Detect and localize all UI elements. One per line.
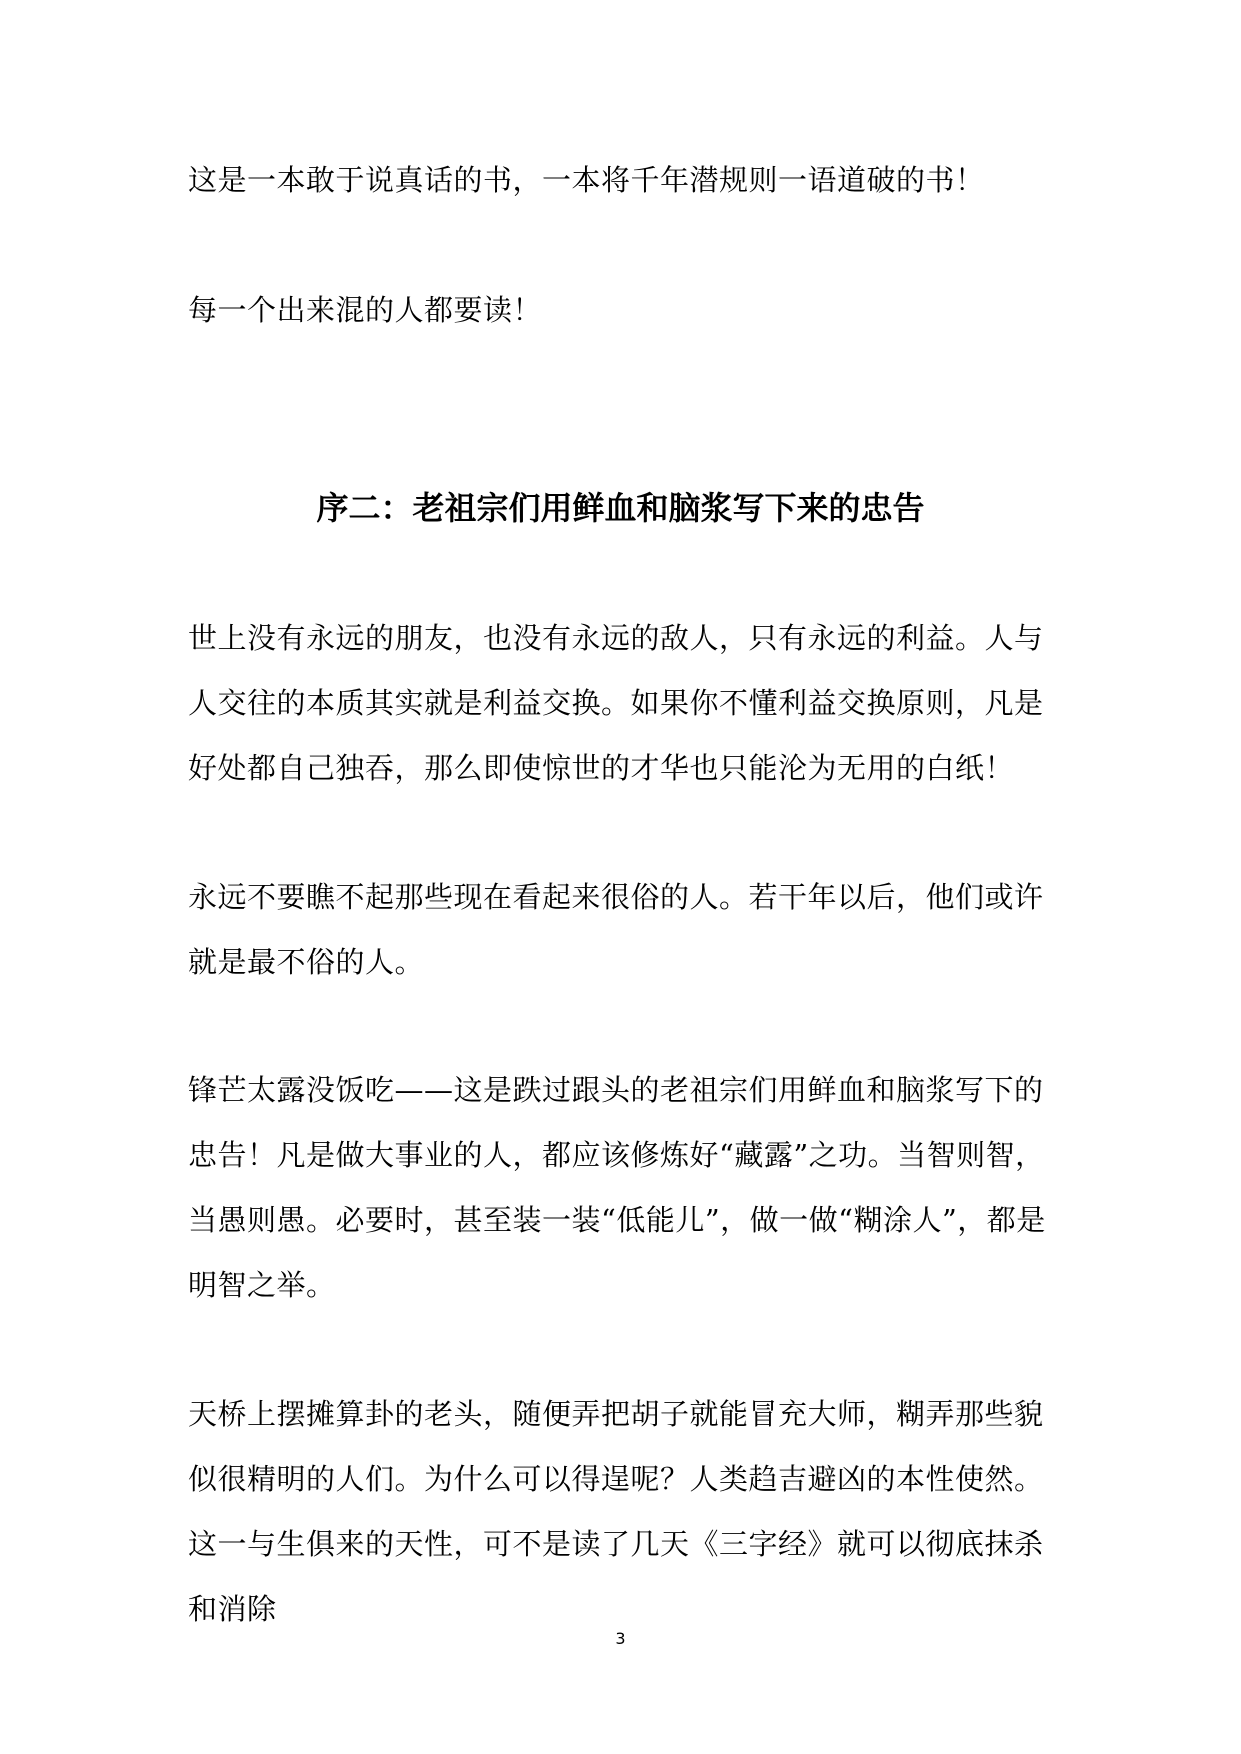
intro-line-2: 每一个出来混的人都要读！ <box>188 293 543 327</box>
paragraph-4: 天桥上摆摊算卦的老头，随便弄把胡子就能冒充大师，糊弄那些貌似很精明的人们。为什么可以得逞呢？人类趋吉避凶的本性使然。这一与生俱来的天性，可不是读了几天《三字经》就可以彻底抹杀和消除 <box>188 1397 1044 1626</box>
page-number: 3 <box>615 1629 626 1648</box>
paragraph-3: 锋芒太露没饭吃——这是跌过跟头的老祖宗们用鲜血和脑浆写下的忠告！凡是做大事业的人，都应该修炼好“藏露”之功。当智则智，当愚则愚。必要时，甚至装一装“低能儿”，做一做“糊涂人”，都是明智之举。 <box>188 1073 1046 1302</box>
paragraph-2: 永远不要瞧不起那些现在看起来很俗的人。若干年以后，他们或许就是最不俗的人。 <box>188 880 1044 979</box>
paragraph-1: 世上没有永远的朋友，也没有永远的敌人，只有永远的利益。人与人交往的本质其实就是利益交换。如果你不懂利益交换原则，凡是好处都自己独吞，那么即使惊世的才华也只能沦为无用的白纸！ <box>188 621 1044 785</box>
intro-line-1: 这是一本敢于说真话的书，一本将千年潜规则一语道破的书！ <box>188 163 985 197</box>
section-heading: 序二：老祖宗们用鲜血和脑浆写下来的忠告 <box>316 489 925 527</box>
